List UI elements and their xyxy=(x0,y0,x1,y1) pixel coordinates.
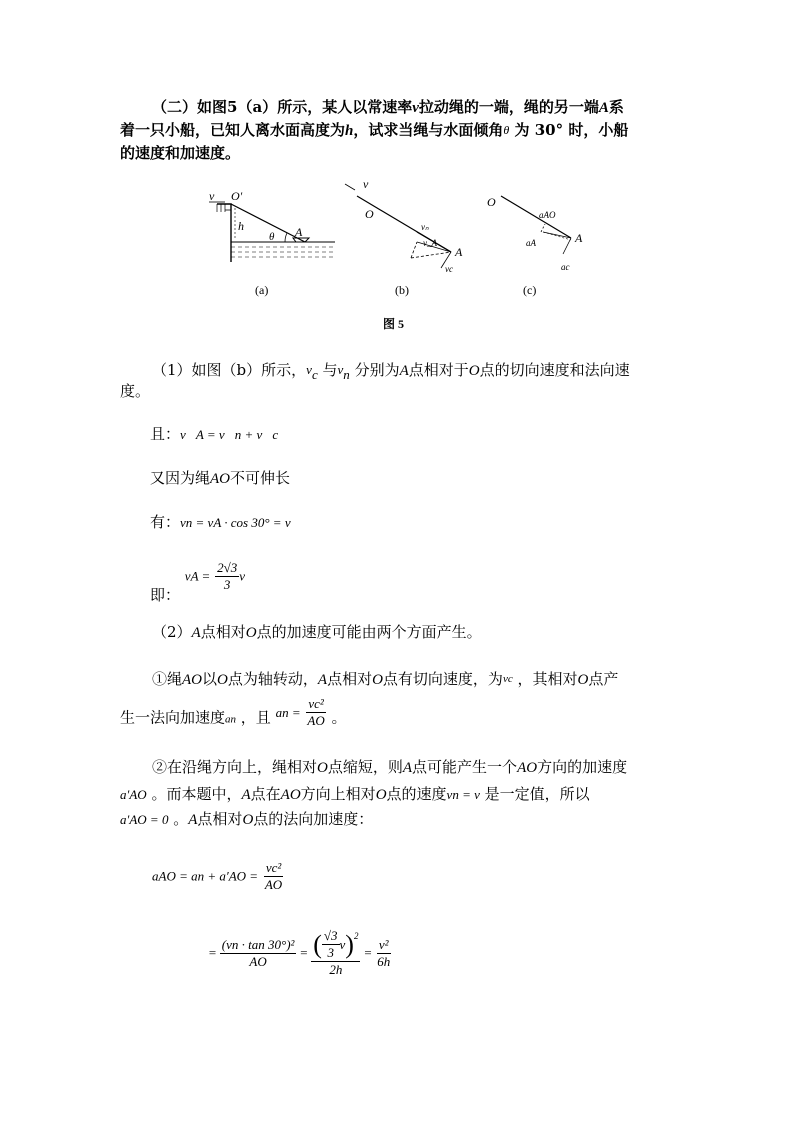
eq6-fraction-1: $\frac{\text{(vn · tan 30°)²}}{AO}$ xyxy=(221,936,295,969)
eq4: 即： vA = $\frac{2√3}{3}$ v xyxy=(150,560,245,604)
fig-c-caption: (c) xyxy=(523,283,537,297)
s3-line-1: ①绳AO以O点为轴转动，A点相对O点有切向速度，为$^{vc}$ ，其相对O点产 xyxy=(152,670,619,688)
fig-b-o-label: O xyxy=(365,207,374,221)
figure-b xyxy=(345,184,451,268)
fig-b-v-label: v xyxy=(363,180,369,191)
s1-line-2: 度。 xyxy=(120,382,151,400)
eq6-fraction-2: ( $\frac{√3}{3}$ v ) $^2$ 2h xyxy=(313,928,359,977)
eq5: aAO = an + a′AO = $\frac{\text{vc²}}{AO}$ xyxy=(152,860,283,892)
s4-line-1: ②在沿绳方向上，绳相对O点缩短，则A点可能产生一个AO方向的加速度 xyxy=(152,758,628,776)
fig-b-vn-label: vₙ xyxy=(421,222,429,232)
problem-line-3: 的速度和加速度。 xyxy=(120,144,241,162)
figure-caption: 图 5 xyxy=(383,317,405,331)
fig-b-caption: (b) xyxy=(395,283,409,297)
eq6-fraction-3: $\frac{\text{v²}}{6h}$ xyxy=(377,936,391,969)
fig-c-o-label: O xyxy=(487,195,496,209)
fig-b-a-label: A xyxy=(455,245,463,259)
s3-line-2: 生一法向加速度an ，且 an = $\frac{\text{vc²}}{AO}$ 。 xyxy=(120,696,347,728)
fig-a-h-label: h xyxy=(238,219,244,233)
fig-c-ac-label: ac xyxy=(561,262,570,272)
s3-fraction: $\frac{\text{vc²}}{AO}$ xyxy=(307,696,325,728)
fig-a-o-label: O' xyxy=(231,189,243,203)
figure-5 xyxy=(195,180,615,340)
fig-a-v-label: v xyxy=(209,189,215,203)
fig-a-a-label: A xyxy=(295,225,303,239)
fig-a-theta-label: θ xyxy=(269,231,275,243)
problem-line-1: （二）如图5（a）所示，某人以常速率v拉动绳的一端，绳的另一端A系 xyxy=(152,98,624,116)
eq4-fraction: $\frac{2√3}{3}$ xyxy=(217,560,238,592)
eq1: 且：v⃗A = v⃗n + v⃗c xyxy=(150,425,279,443)
s4-line-2: a′AO 。而本题中，A点在AO方向上相对O点的速度vn = v 是一定值，所以 xyxy=(120,785,590,803)
figure-c xyxy=(501,196,571,254)
fig-a-caption: (a) xyxy=(255,283,269,297)
eq6: = $\frac{\text{(vn · tan 30°)²}}{AO}$ = ( $\frac{√3}{3}$ v ) $^2$ 2h = $\frac{\text{v²}}{6h}$ xyxy=(208,928,391,977)
fig-b-va-label: v_A xyxy=(423,238,437,248)
eq2: 又因为绳AO不可伸长 xyxy=(150,469,291,487)
fig-c-aa-label: aA xyxy=(526,238,536,248)
problem-line-2: 着一只小船，已知人离水面高度为h，试求当绳与水面倾角$^\theta$ 为 30° 时，小船 xyxy=(120,121,629,139)
s4-line-3: a′AO = 0 。A点相对O点的法向加速度： xyxy=(120,810,374,828)
fig-c-a-label: A xyxy=(575,231,583,245)
fig-b-vc-label: vc xyxy=(445,264,453,274)
eq3: 有：vn = vA · cos 30° = v xyxy=(150,513,291,531)
s2-line: （2）A点相对O点的加速度可能由两个方面产生。 xyxy=(152,623,482,641)
s1-line-1: （1）如图（b）所示，$v_c$ 与$v_n$ 分别为A点相对于O点的切向速度和法向速 xyxy=(152,361,630,382)
eq5-fraction: $\frac{\text{vc²}}{AO}$ xyxy=(264,860,283,892)
fig-c-aao-label: aAO xyxy=(539,210,556,220)
